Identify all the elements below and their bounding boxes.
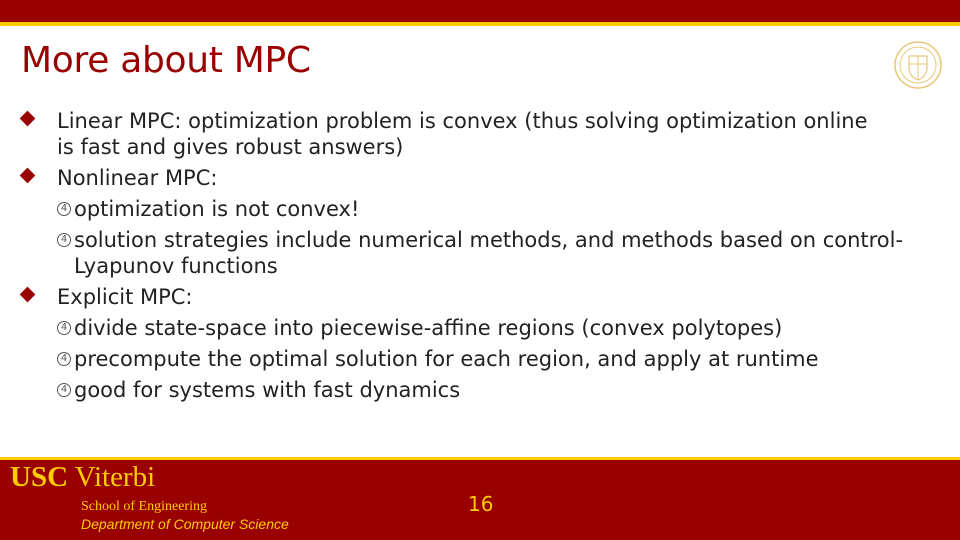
circled-number-bullet-icon: 4: [57, 352, 71, 366]
slide-title: More about MPC: [21, 40, 311, 81]
department-name: Department of Computer Science: [81, 516, 289, 532]
circled-number-bullet-icon: 4: [57, 321, 71, 335]
diamond-bullet-icon: [20, 287, 36, 303]
slide-body: [0, 108, 960, 408]
bullet-item: [0, 108, 887, 160]
bullet-item: [0, 284, 887, 310]
sub-bullet-text: solution strategies include numerical methods, and methods based on control-Lyapunov functions: [74, 228, 904, 278]
school-name: School of Engineering: [81, 499, 207, 514]
diamond-bullet-icon: [20, 168, 36, 184]
sub-bullet-item: [0, 377, 904, 403]
sub-bullet-text: good for systems with fast dynamics: [74, 378, 461, 402]
footer-gold-stripe: [0, 457, 960, 460]
sub-bullet-item: [0, 315, 904, 341]
sub-bullet-item: [0, 196, 904, 222]
diamond-bullet-icon: [20, 111, 36, 127]
usc-viterbi-logo: USC Viterbi: [10, 461, 156, 493]
top-gold-stripe: [0, 22, 960, 26]
sub-bullet-text: optimization is not convex!: [74, 197, 360, 221]
bullet-text: Nonlinear MPC:: [57, 166, 218, 190]
sub-bullet-item: [0, 346, 904, 372]
circled-number-bullet-icon: 4: [57, 383, 71, 397]
usc-seal-icon: [893, 40, 943, 90]
circled-number-bullet-icon: 4: [57, 202, 71, 216]
circled-number-bullet-icon: 4: [57, 233, 71, 247]
bullet-text: Explicit MPC:: [57, 285, 193, 309]
sub-bullet-text: precompute the optimal solution for each region, and apply at runtime: [74, 347, 819, 371]
bullet-text: Linear MPC: optimization problem is convex (thus solving optimization online is fast and gives robust answers): [57, 109, 868, 159]
page-number: 16: [468, 492, 494, 516]
sub-bullet-text: divide state-space into piecewise-affine regions (convex polytopes): [74, 316, 783, 340]
sub-bullet-item: [0, 227, 904, 279]
top-banner: [0, 0, 960, 22]
bullet-item: [0, 165, 887, 191]
